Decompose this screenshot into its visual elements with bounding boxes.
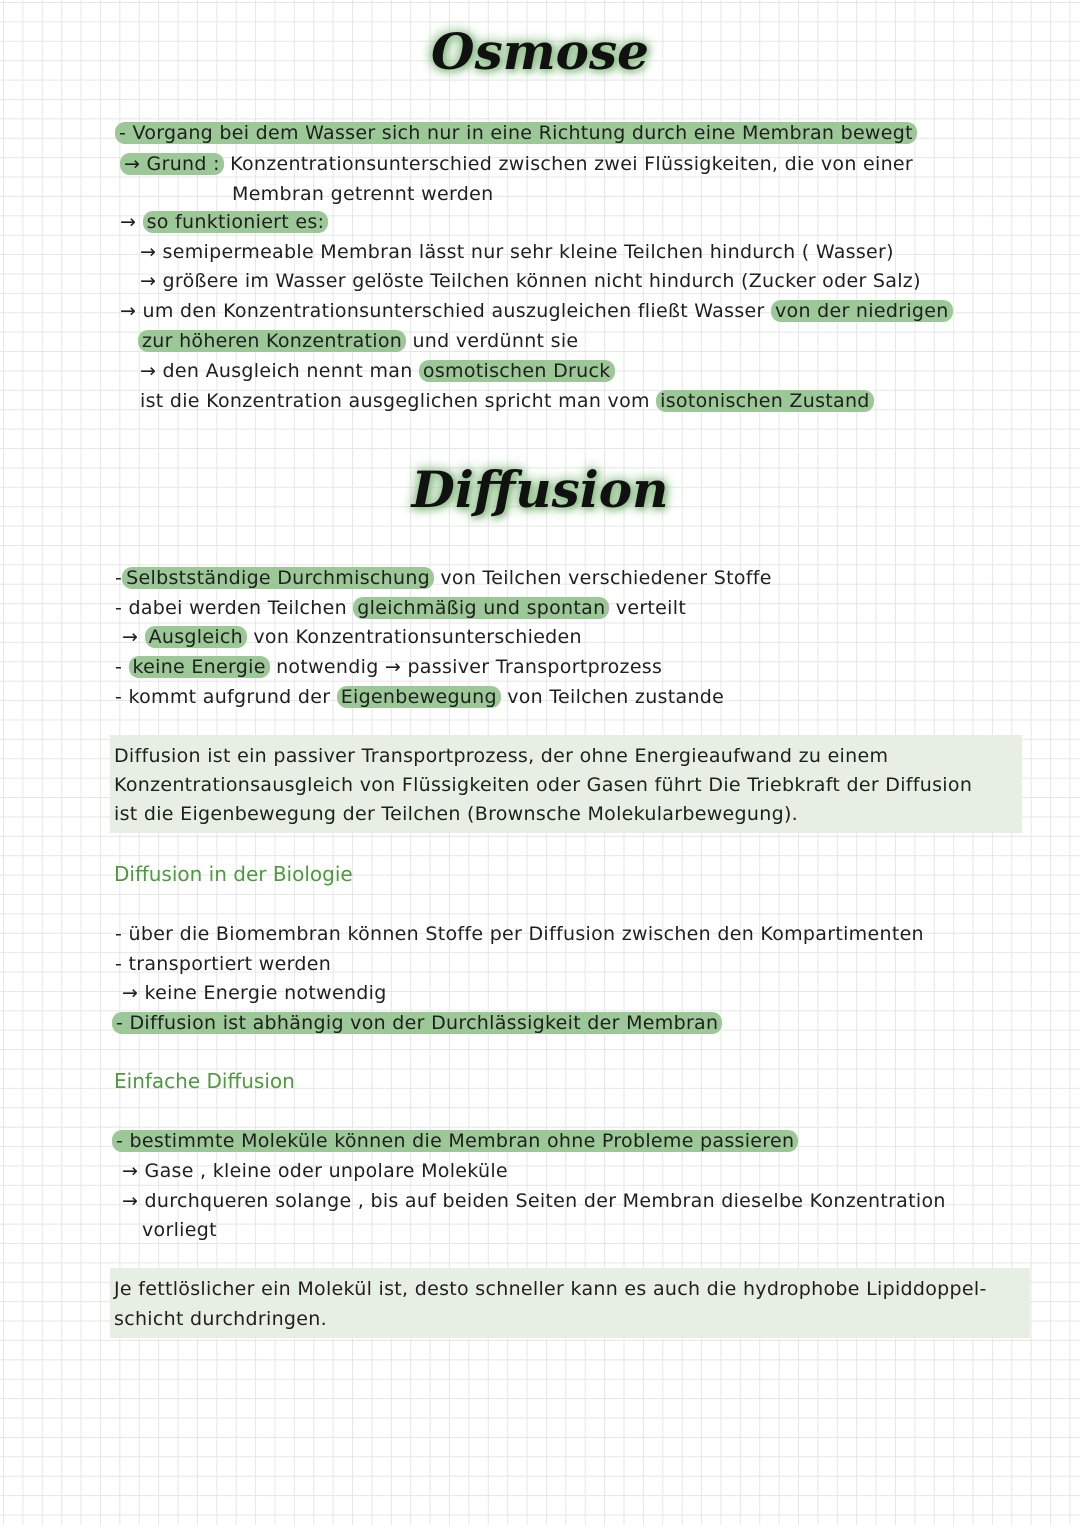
lipid-note-line-1: Je fettlöslicher ein Molekül ist, desto schneller kann es auch die hydrophobe Lipiddoppel- (114, 1278, 987, 1300)
biology-line-3: → keine Energie notwendig (122, 982, 387, 1004)
lipid-note-line-2: schicht durchdringen. (114, 1308, 327, 1330)
diffusion-title: Diffusion (411, 460, 669, 519)
diffusion-summary-line-3: ist die Eigenbewegung der Teilchen (Brownsche Molekularbewegung). (114, 803, 798, 825)
osmose-title: Osmose (431, 22, 649, 81)
osmose-line-6: → größere im Wasser gelöste Teilchen können nicht hindurch (Zucker oder Salz) (140, 270, 921, 292)
diffusion-bullet-2: - dabei werden Teilchen gleichmäßig und spontan verteilt (115, 597, 687, 619)
osmose-line-7: → um den Konzentrationsunterschied auszugleichen fließt Wasser von der niedrigen (120, 297, 953, 325)
osmose-line-4: → so funktioniert es: (120, 208, 328, 236)
biology-line-1: - über die Biomembran können Stoffe per Diffusion zwischen den Kompartimenten (115, 923, 924, 945)
diffusion-bullet-5: - kommt aufgrund der Eigenbewegung von Teilchen zustande (115, 686, 725, 708)
osmose-line-10: ist die Konzentration ausgeglichen spricht man vom isotonischen Zustand (140, 387, 874, 415)
diffusion-bullet-4: - keine Energie notwendig → passiver Transportprozess (115, 656, 663, 678)
simple-line-2: → Gase , kleine oder unpolare Moleküle (122, 1160, 508, 1182)
simple-line-4: vorliegt (142, 1219, 217, 1241)
simple-line-1: - bestimmte Moleküle können die Membran ohne Probleme passieren (112, 1127, 798, 1155)
simple-diffusion-heading: Einfache Diffusion (114, 1069, 295, 1093)
biology-line-2: - transportiert werden (115, 953, 332, 975)
osmose-line-2: → Grund : Konzentrationsunterschied zwischen zwei Flüssigkeiten, die von einer (120, 150, 913, 178)
osmose-line-9: → den Ausgleich nennt man osmotischen Druck (140, 357, 615, 385)
diffusion-summary-line-1: Diffusion ist ein passiver Transportprozess, der ohne Energieaufwand zu einem (114, 745, 889, 767)
simple-line-3: → durchqueren solange , bis auf beiden Seiten der Membran dieselbe Konzentration (122, 1190, 946, 1212)
osmose-line-8: zur höheren Konzentration und verdünnt sie (138, 327, 578, 355)
diffusion-bullet-1: - Selbstständige Durchmischung von Teilchen verschiedener Stoffe (115, 567, 772, 589)
diffusion-bullet-3: → Ausgleich von Konzentrationsunterschieden (122, 626, 582, 648)
osmose-line-3: Membran getrennt werden (232, 183, 494, 205)
diffusion-summary-line-2: Konzentrationsausgleich von Flüssigkeiten oder Gasen führt Die Triebkraft der Diffusion (114, 774, 973, 796)
biology-heading: Diffusion in der Biologie (114, 862, 353, 886)
osmose-line-1: - Vorgang bei dem Wasser sich nur in eine Richtung durch eine Membran bewegt (115, 119, 917, 147)
biology-line-4: - Diffusion ist abhängig von der Durchlässigkeit der Membran (112, 1009, 722, 1037)
osmose-line-5: → semipermeable Membran lässt nur sehr kleine Teilchen hindurch ( Wasser) (140, 241, 894, 263)
